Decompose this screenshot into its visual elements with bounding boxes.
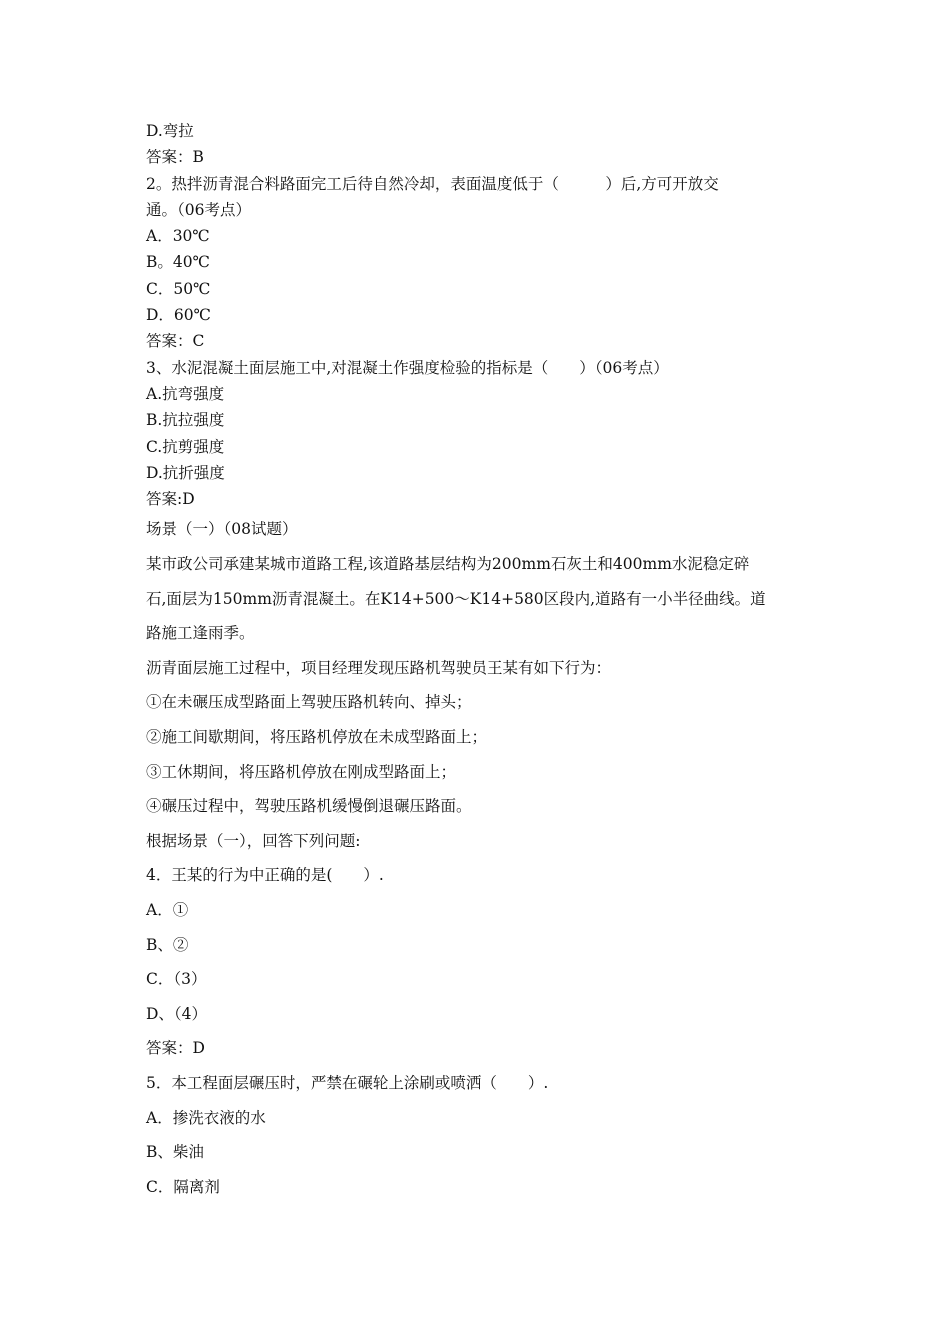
q2-stem-line1: 2。热拌沥青混合料路面完工后待自然冷却，表面温度低于（ ）后,方可开放交 <box>146 174 719 193</box>
behavior-1: ①在未碾压成型路面上驾驶压路机转向、掉头； <box>146 693 472 712</box>
q5-option-b: B、柴油 <box>146 1143 204 1162</box>
scene-paragraph-line1: 某市政公司承建某城市道路工程,该道路基层结构为200mm石灰土和400mm水泥稳定碎 <box>146 555 750 574</box>
q4-option-d: D、（4） <box>146 1004 208 1023</box>
q4-option-b: B、② <box>146 935 189 954</box>
q3-option-b: B.抗拉强度 <box>146 411 225 430</box>
behavior-2: ②施工间歇期间，将压路机停放在未成型路面上； <box>146 728 488 747</box>
q4-option-c: C．（3） <box>146 970 207 989</box>
q1-option-d: D.弯拉 <box>146 122 194 140</box>
q3-option-a: A.抗弯强度 <box>146 384 225 403</box>
behavior-3: ③工休期间，将压路机停放在刚成型路面上； <box>146 762 457 781</box>
q4-option-a: A．① <box>146 900 189 919</box>
scene-paragraph-line3: 路施工逢雨季。 <box>146 624 255 643</box>
q3-answer: 答案:D <box>146 490 195 509</box>
document-content <box>146 118 810 1204</box>
q3-option-c: C.抗剪强度 <box>146 437 225 456</box>
q4-answer: 答案：D <box>146 1039 205 1058</box>
q2-option-b: B。40℃ <box>146 253 210 272</box>
q2-stem-line2: 通。（06考点） <box>146 200 251 219</box>
scene-intro: 沥青面层施工过程中，项目经理发现压路机驾驶员王某有如下行为： <box>146 658 612 677</box>
q2-answer: 答案：C <box>146 332 205 351</box>
scene-paragraph-line2: 石,面层为150mm沥青混凝土。在K14+500～K14+580区段内,道路有一小半径曲线。道 <box>146 589 766 608</box>
q5-option-c: C．隔离剂 <box>146 1177 220 1196</box>
q5-stem: 5．本工程面层碾压时，严禁在碾轮上涂刷或喷洒（ ）. <box>146 1073 549 1092</box>
q1-answer: 答案：B <box>146 148 204 167</box>
q2-option-d: D．60℃ <box>146 306 211 325</box>
q3-option-d: D.抗折强度 <box>146 463 225 482</box>
behavior-4: ④碾压过程中，驾驶压路机缓慢倒退碾压路面。 <box>146 797 472 816</box>
q5-option-a: A．掺洗衣液的水 <box>146 1108 266 1127</box>
q4-stem: 4．王某的行为中正确的是( ）. <box>146 866 384 885</box>
scene-title: 场景（一）（08试题） <box>146 520 298 539</box>
q2-option-c: C．50℃ <box>146 279 211 298</box>
q2-option-a: A．30℃ <box>146 227 210 246</box>
scene-prompt: 根据场景（一），回答下列问题: <box>146 831 361 850</box>
scene-section <box>146 512 810 1204</box>
q3-stem: 3、水泥混凝土面层施工中,对混凝土作强度检验的指标是（ ）（06考点） <box>146 358 669 377</box>
